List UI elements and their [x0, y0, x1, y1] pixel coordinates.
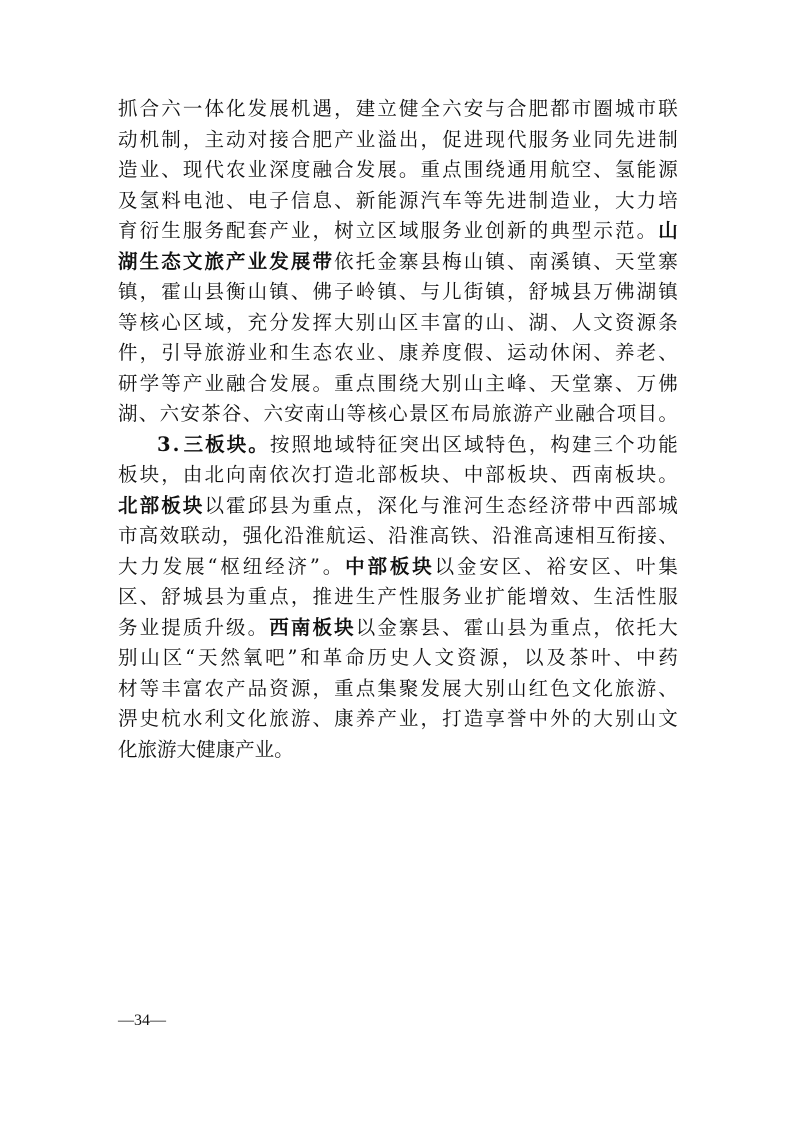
text-line: 3 . 三 板 块 。 按 照 地 域 特 征 突 出 区 域 特 色 ， 构 建 三 个 功 能	[157, 432, 678, 456]
text-line: 及 氢 料 电 池 、 电 子 信 息 、 新 能 源 汽 车 等 先 进 制 造 业 ， 大 力 培	[118, 188, 678, 212]
text-line: 镇 ， 霍 山 县 衡 山 镇 、 佛 子 岭 镇 、 与 儿 街 镇 ， 舒 城 县 万 佛 湖 镇	[118, 280, 678, 303]
text-line: 化 旅 游 大 健 康 产 业 。	[118, 737, 294, 761]
text-line: 大 力 发 展 “ 枢 纽 经 济 ” 。 中 部 板 块 以 金 安 区 、 裕 安 区 、 叶 集	[118, 554, 678, 578]
text-line: 造 业 、 现 代 农 业 深 度 融 合 发 展 。 重 点 围 绕 通 用 航 空 、 氢 能 源	[118, 158, 678, 181]
body-text	[118, 94, 678, 765]
text-line: 件 ， 引 导 旅 游 业 和 生 态 农 业 、 康 养 度 假 、 运 动 休 闲 、 养 老 、	[118, 341, 678, 364]
page-number: —34—	[118, 1012, 166, 1029]
text-line: 务 业 提 质 升 级 。 西 南 板 块 以 金 寨 县 、 霍 山 县 为 重 点 ， 依 托 大	[118, 615, 678, 639]
text-line: 抓 合 六 一 体 化 发 展 机 遇 ， 建 立 健 全 六 安 与 合 肥 都 市 圈 城 市 联	[118, 97, 678, 120]
text-line: 育 衍 生 服 务 配 套 产 业 ， 树 立 区 域 服 务 业 创 新 的 典 型 示 范 。 山	[118, 219, 678, 242]
text-line: 区 、 舒 城 县 为 重 点 ， 推 进 生 产 性 服 务 业 扩 能 增 效 、 生 活 性 服	[118, 585, 678, 608]
text-line: 板 块 ， 由 北 向 南 依 次 打 造 北 部 板 块 、 中 部 板 块 、 西 南 板 块 。	[118, 463, 678, 486]
text-line: 淠 史 杭 水 利 文 化 旅 游 、 康 养 产 业 ， 打 造 享 誉 中 外 的 大 别 山 文	[118, 707, 678, 730]
text-line: 研 学 等 产 业 融 合 发 展 。 重 点 围 绕 大 别 山 主 峰 、 天 堂 寨 、 万 佛	[118, 371, 678, 395]
text-line: 湖 、 六 安 茶 谷 、 六 安 南 山 等 核 心 景 区 布 局 旅 游 产 业 融 合 项 目 。	[118, 402, 678, 425]
text-line: 动 机 制 ， 主 动 对 接 合 肥 产 业 溢 出 ， 促 进 现 代 服 务 业 同 先 进 制	[118, 127, 678, 151]
text-line: 北 部 板 块 以 霍 邱 县 为 重 点 ， 深 化 与 淮 河 生 态 经 济 带 中 西 部 城	[118, 493, 678, 517]
text-line: 材 等 丰 富 农 产 品 资 源 ， 重 点 集 聚 发 展 大 别 山 红 色 文 化 旅 游 、	[118, 676, 678, 700]
text-line: 别 山 区 “ 天 然 氧 吧 ” 和 革 命 历 史 人 文 资 源 ， 以 及 茶 叶 、 中 药	[118, 646, 678, 669]
text-line: 等 核 心 区 域 ， 充 分 发 挥 大 别 山 区 丰 富 的 山 、 湖 、 人 文 资 源 条	[118, 310, 678, 334]
text-line: 市 高 效 联 动 ， 强 化 沿 淮 航 运 、 沿 淮 高 铁 、 沿 淮 高 速 相 互 衔 接 、	[118, 524, 678, 547]
text-line: 湖 生 态 文 旅 产 业 发 展 带 依 托 金 寨 县 梅 山 镇 、 南 溪 镇 、 天 堂 寨	[118, 249, 678, 273]
